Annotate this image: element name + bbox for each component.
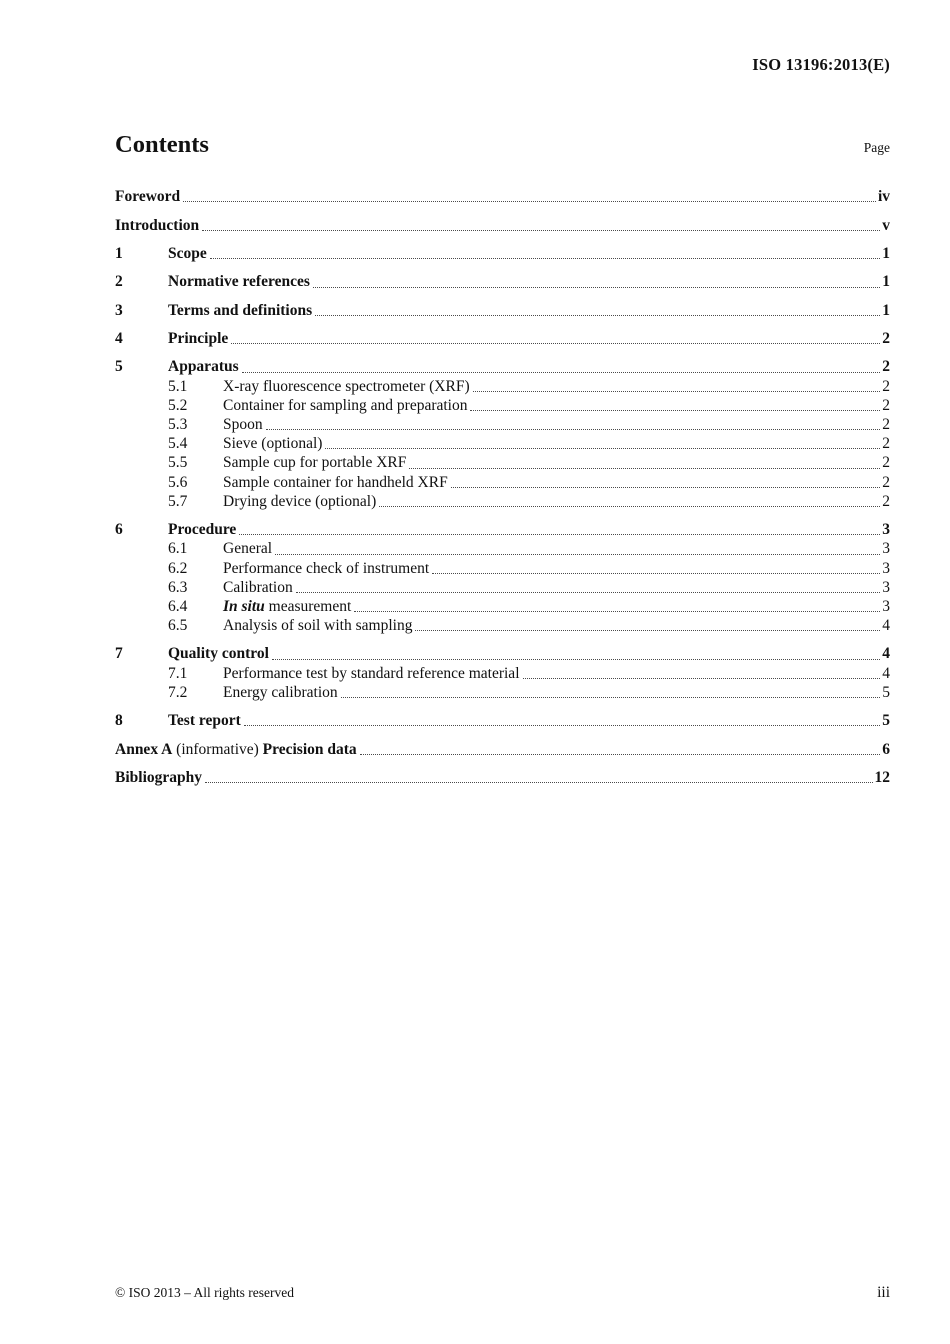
toc-entry-page: 12: [874, 768, 890, 786]
dot-leader: [315, 315, 880, 316]
toc-entry-number: 3: [115, 301, 123, 319]
toc-title-segment: Bibliography: [115, 768, 202, 786]
toc-entry: [115, 415, 890, 434]
toc-title-segment: measurement: [264, 597, 352, 615]
toc-entry-title: [223, 539, 272, 558]
toc-title-segment: Sieve (optional): [223, 435, 323, 453]
toc-entry-page: 2: [882, 377, 890, 395]
contents-heading: Contents: [115, 131, 209, 158]
toc-title-segment: General: [223, 540, 273, 558]
toc-entry-title: [115, 768, 202, 787]
toc-entry-title: [223, 578, 293, 597]
dot-leader: [451, 487, 881, 488]
toc-entry: [115, 396, 890, 415]
toc-entry: [115, 559, 890, 578]
toc-entry-number: 6.5: [168, 617, 188, 635]
toc-entry: [115, 683, 890, 702]
dot-leader: [325, 448, 880, 449]
toc-entry: [115, 711, 890, 730]
toc-entry-page: 3: [882, 597, 890, 615]
toc-title-segment: Performance test by standard reference material: [223, 664, 520, 682]
document-id: ISO 13196:2013(E): [752, 55, 890, 74]
toc-title-segment: Normative references: [168, 273, 310, 291]
toc-entry-page: 3: [882, 559, 890, 577]
toc-entry-number: 1: [115, 244, 123, 262]
toc-entry-title: [115, 187, 180, 206]
toc-title-segment: Performance check of instrument: [223, 559, 430, 577]
dot-leader: [379, 506, 880, 507]
toc-entry: [115, 377, 890, 396]
toc-entry-page: 1: [882, 301, 890, 319]
toc-title-segment: Principle: [168, 330, 229, 348]
toc-entry-page: 2: [882, 454, 890, 472]
toc-entry-title: [168, 244, 207, 263]
toc-entry-title: [168, 357, 239, 376]
toc-title-segment: Container for sampling and preparation: [223, 396, 468, 414]
toc-entry: [115, 664, 890, 683]
toc-entry-number: 5.5: [168, 454, 188, 472]
toc-entry-title: [115, 216, 199, 235]
toc-title-segment: Drying device (optional): [223, 492, 377, 510]
toc-title-segment: Quality control: [168, 645, 269, 663]
table-of-contents: [115, 178, 890, 787]
toc-entry-title: [223, 664, 520, 683]
toc-entry-page: 2: [882, 416, 890, 433]
copyright-notice: © ISO 2013 – All rights reserved: [115, 1285, 294, 1300]
toc-title-segment: Sample cup for portable XRF: [223, 454, 407, 472]
toc-entry-page: 1: [882, 273, 890, 291]
toc-entry-page: 2: [882, 473, 890, 491]
toc-entry: [115, 616, 890, 635]
toc-entry-number: 5.2: [168, 396, 188, 414]
toc-title-segment: Procedure: [168, 521, 237, 539]
dot-leader: [473, 391, 881, 392]
toc-entry-page: 1: [882, 244, 890, 262]
toc-entry-page: 3: [882, 540, 890, 558]
toc-entry-title: [223, 597, 351, 616]
toc-entry-page: 4: [882, 664, 890, 682]
toc-entry-title: [223, 492, 376, 511]
toc-entry: [115, 301, 890, 320]
toc-entry-title: [223, 559, 429, 578]
toc-entry: [115, 644, 890, 663]
toc-entry-title: [223, 453, 406, 472]
toc-title-segment: Introduction: [115, 216, 200, 234]
toc-entry-number: 7.2: [168, 683, 188, 701]
toc-title-segment: Precision data: [262, 740, 357, 758]
toc-title-segment: Test report: [168, 712, 241, 730]
toc-entry: [115, 187, 890, 206]
toc-entry: [115, 244, 890, 263]
dot-leader: [205, 782, 873, 783]
toc-entry-title: [223, 434, 322, 453]
toc-title-segment: Calibration: [223, 578, 293, 596]
toc-title-segment: (informative): [172, 740, 263, 758]
toc-entry-page: 2: [882, 492, 890, 510]
document-footer: [115, 1284, 890, 1302]
dot-leader: [409, 468, 880, 469]
toc-entry-page: 4: [882, 645, 890, 663]
toc-title-segment: Energy calibration: [223, 683, 338, 701]
dot-leader: [341, 697, 881, 698]
toc-entry-page: 2: [882, 435, 890, 453]
dot-leader: [432, 573, 880, 574]
toc-entry-number: 5.7: [168, 492, 188, 510]
dot-leader: [470, 410, 880, 411]
toc-entry: [115, 520, 890, 539]
page-column-label: Page: [863, 140, 890, 155]
dot-leader: [354, 611, 880, 612]
toc-title-segment: Sample container for handheld XRF: [223, 473, 448, 491]
toc-entry-number: 6: [115, 521, 123, 539]
dot-leader: [239, 534, 880, 535]
toc-title-segment: Apparatus: [168, 358, 239, 376]
toc-entry-number: 5.6: [168, 473, 188, 491]
toc-entry-title: [168, 711, 241, 730]
toc-entry: [115, 453, 890, 472]
dot-leader: [360, 754, 881, 755]
toc-entry: [115, 357, 890, 376]
dot-leader: [183, 201, 876, 202]
toc-entry-number: 5: [115, 358, 123, 376]
toc-entry-title: [168, 329, 228, 348]
toc-entry: [115, 740, 890, 759]
toc-entry-page: 2: [882, 330, 890, 348]
dot-leader: [275, 554, 880, 555]
dot-leader: [313, 287, 880, 288]
toc-entry: [115, 329, 890, 348]
toc-entry-page: 3: [882, 578, 890, 596]
toc-entry-number: 6.1: [168, 540, 188, 558]
toc-title-segment: Terms and definitions: [168, 301, 313, 319]
toc-entry-number: 5.3: [168, 416, 188, 433]
toc-entry-title: [223, 377, 470, 396]
toc-entry-page: 4: [882, 617, 890, 635]
toc-title-segment: X-ray fluorescence spectrometer (XRF): [223, 377, 470, 395]
dot-leader: [210, 258, 881, 259]
toc-entry-title: [115, 740, 357, 759]
toc-title-segment: Spoon: [223, 416, 263, 433]
toc-entry-title: [168, 272, 310, 291]
toc-entry-page: 3: [882, 521, 890, 539]
toc-entry-number: 5.4: [168, 435, 188, 453]
dot-leader: [296, 592, 881, 593]
toc-entry-page: 5: [882, 683, 890, 701]
page-number-roman: iii: [877, 1284, 890, 1301]
toc-entry-title: [223, 683, 338, 702]
toc-entry: [115, 492, 890, 511]
toc-entry-title: [223, 415, 263, 434]
dot-leader: [266, 429, 881, 430]
toc-entry: [115, 272, 890, 291]
dot-leader: [272, 659, 880, 660]
toc-entry: [115, 768, 890, 787]
toc-title-segment: Foreword: [115, 188, 181, 206]
dot-leader: [244, 725, 880, 726]
toc-entry-title: [223, 473, 448, 492]
toc-entry-page: 2: [882, 396, 890, 414]
toc-entry: [115, 473, 890, 492]
toc-entry-title: [168, 644, 269, 663]
toc-entry-page: 2: [882, 358, 890, 376]
toc-entry: [115, 597, 890, 616]
toc-entry: [115, 578, 890, 597]
dot-leader: [415, 630, 880, 631]
toc-entry-title: [168, 520, 236, 539]
toc-entry-title: [223, 396, 467, 415]
toc-entry-title: [168, 301, 312, 320]
toc-entry-number: 7: [115, 645, 123, 663]
toc-entry: [115, 216, 890, 235]
toc-entry: [115, 434, 890, 453]
toc-title-segment: In situ: [223, 597, 265, 615]
toc-entry-number: 6.4: [168, 597, 188, 615]
dot-leader: [202, 230, 880, 231]
toc-entry-title: [223, 616, 412, 635]
dot-leader: [523, 678, 881, 679]
toc-entry-number: 7.1: [168, 664, 188, 682]
dot-leader: [242, 372, 881, 373]
toc-entry-number: 6.3: [168, 578, 188, 596]
toc-entry-number: 4: [115, 330, 123, 348]
toc-entry-number: 6.2: [168, 559, 188, 577]
toc-entry-number: 8: [115, 712, 123, 730]
dot-leader: [231, 343, 880, 344]
toc-title-segment: Annex A: [115, 740, 173, 758]
toc-entry: [115, 539, 890, 558]
toc-entry-number: 5.1: [168, 377, 188, 395]
toc-title-segment: Scope: [168, 244, 207, 262]
toc-title-segment: Analysis of soil with sampling: [223, 617, 413, 635]
toc-entry-page: v: [882, 216, 890, 234]
toc-entry-page: 6: [882, 740, 890, 758]
toc-entry-page: 5: [882, 712, 890, 730]
toc-entry-page: iv: [877, 188, 890, 206]
contents-header-row: [115, 131, 890, 159]
toc-entry-number: 2: [115, 273, 123, 291]
